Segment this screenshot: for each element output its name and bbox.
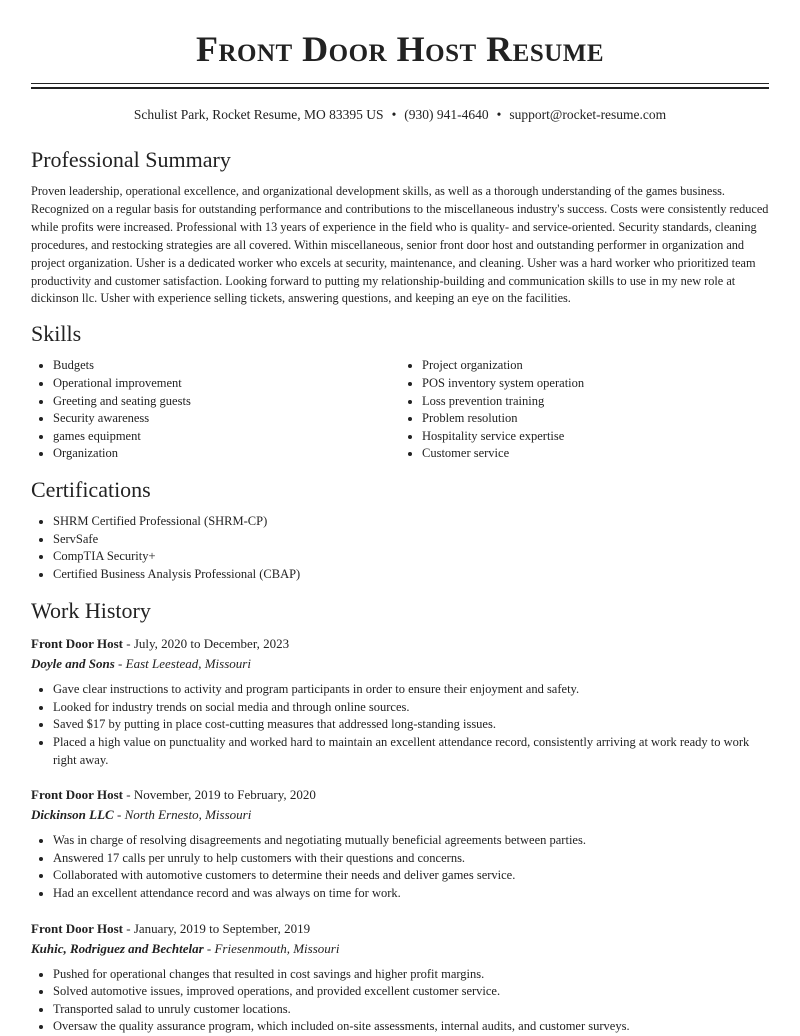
skill-item: • Customer service	[422, 445, 769, 463]
job-bullet: • Pushed for operational changes that resulted in cost savings and higher profit margins.	[53, 966, 769, 984]
job-bullet: • Had an excellent attendance record and was always on time for work.	[53, 885, 769, 903]
job-bullet: • Solved automotive issues, improved operations, and provided excellent customer service.	[53, 983, 769, 1001]
job-company-line: Dickinson LLC - North Ernesto, Missouri	[31, 807, 252, 823]
skill-item: • Security awareness	[53, 410, 400, 428]
job-company: Kuhic, Rodriguez and Bechtelar	[31, 940, 204, 956]
contact-address: Schulist Park, Rocket Resume, MO 83395 US	[133, 107, 384, 122]
job-bullet: • Collaborated with automotive customers to determine their needs and deliver games service.	[53, 867, 769, 885]
skills-heading: Skills	[31, 321, 82, 347]
contact-separator: •	[496, 107, 502, 122]
job-title-line: Front Door Host - November, 2019 to February, 2020	[31, 787, 316, 803]
job-company: Doyle and Sons	[31, 656, 115, 672]
job-title-line: Front Door Host - January, 2019 to September, 2019	[31, 920, 311, 936]
job-entry	[31, 785, 769, 902]
job-title: Front Door Host	[31, 920, 123, 936]
certifications-heading: Certifications	[31, 476, 151, 502]
skill-item: • Project organization	[422, 357, 769, 375]
job-dates: January, 2019 to September, 2019	[133, 920, 311, 936]
certification-item: • CompTIA Security+	[53, 548, 769, 566]
skill-item: • Budgets	[53, 357, 400, 375]
job-bullet: • Transported salad to unruly customer locations.	[53, 1001, 769, 1019]
certification-item: • ServSafe	[53, 531, 769, 549]
skill-item: • Organization	[53, 445, 400, 463]
job-bullet: • Looked for industry trends on social media and through online sources.	[53, 699, 769, 717]
job-bullets	[31, 681, 769, 769]
job-bullet: • Answered 17 calls per unruly to help customers with their questions and concerns.	[53, 850, 769, 868]
contact-line	[31, 106, 769, 124]
skills-list-right	[400, 357, 769, 463]
job-company-line: Doyle and Sons - East Leestead, Missouri	[31, 656, 251, 672]
certification-item: • SHRM Certified Professional (SHRM-CP)	[53, 513, 769, 531]
work-history-heading: Work History	[31, 598, 151, 624]
job-entry	[31, 919, 769, 1036]
skill-item: • Hospitality service expertise	[422, 428, 769, 446]
title-rule-bottom	[31, 87, 769, 89]
certifications-list	[31, 513, 769, 583]
resume-title: Front Door Host Resume	[195, 29, 605, 69]
skill-item: • Problem resolution	[422, 410, 769, 428]
job-bullet: • Placed a high value on punctuality and worked hard to maintain an excellent attendance record, consistently arriving at work ready to work right away.	[53, 734, 769, 769]
job-bullet: • Saved $17 by putting in place cost-cutting measures that addressed long-standing issues.	[53, 716, 769, 734]
skill-item: • Loss prevention training	[422, 393, 769, 411]
job-title-line: Front Door Host - July, 2020 to December, 2023	[31, 636, 290, 652]
job-bullet: • Gave clear instructions to activity and program participants in order to ensure their enjoyment and safety.	[53, 681, 769, 699]
contact-phone: (930) 941-4640	[404, 107, 489, 122]
job-title: Front Door Host	[31, 636, 123, 652]
job-company-line: Kuhic, Rodriguez and Bechtelar - Friesenmouth, Missouri	[31, 940, 340, 956]
job-location: Friesenmouth, Missouri	[214, 940, 340, 956]
skill-item: • POS inventory system operation	[422, 375, 769, 393]
job-bullet: • Oversaw the quality assurance program, which included on-site assessments, internal audits, and customer surveys.	[53, 1018, 769, 1036]
job-location: North Ernesto, Missouri	[124, 807, 252, 823]
skill-item: • Operational improvement	[53, 375, 400, 393]
skills-columns	[31, 357, 769, 463]
skill-item: • Greeting and seating guests	[53, 393, 400, 411]
contact-separator: •	[391, 107, 397, 122]
job-dates: November, 2019 to February, 2020	[133, 787, 316, 803]
skills-list-left	[31, 357, 400, 463]
job-entry	[31, 634, 769, 769]
summary-heading: Professional Summary	[31, 147, 231, 172]
certification-item: • Certified Business Analysis Professional (CBAP)	[53, 566, 769, 584]
summary-text: Proven leadership, operational excellence, and organizational development skills, as well as a thorough understanding of the games business. Recognized on a regular basis for outstanding performance and contributions to the miscellaneous industry's success. Costs were consistently reduced while profits were increased. Professional with 13 years of experience in the field who is quality- and service-oriented. Security standards, cleaning procedures, and restocking strategies are all covered. Within miscellaneous, senior front door host and outstanding performer in organization and project organization. Usher is a dedicated worker who excels at security, maintenance, and cleaning. Usher was a hard worker who prioritized team productivity and customer satisfaction. Looking forward to putting my relationship-building and communication skills to use in my new role at dickinson llc. Usher with experience selling tickets, answering questions, and keeping an eye on the facilities.	[31, 184, 769, 306]
job-bullets	[31, 966, 769, 1036]
job-location: East Leestead, Missouri	[125, 656, 251, 672]
job-bullet: • Was in charge of resolving disagreements and negotiating mutually beneficial agreements between parties.	[53, 832, 769, 850]
title-rule-top	[31, 83, 769, 84]
job-title: Front Door Host	[31, 787, 123, 803]
job-company: Dickinson LLC	[31, 807, 114, 823]
contact-email[interactable]: support@rocket-resume.com	[509, 107, 667, 122]
job-dates: July, 2020 to December, 2023	[133, 636, 290, 652]
skill-item: • games equipment	[53, 428, 400, 446]
job-bullets	[31, 832, 769, 902]
